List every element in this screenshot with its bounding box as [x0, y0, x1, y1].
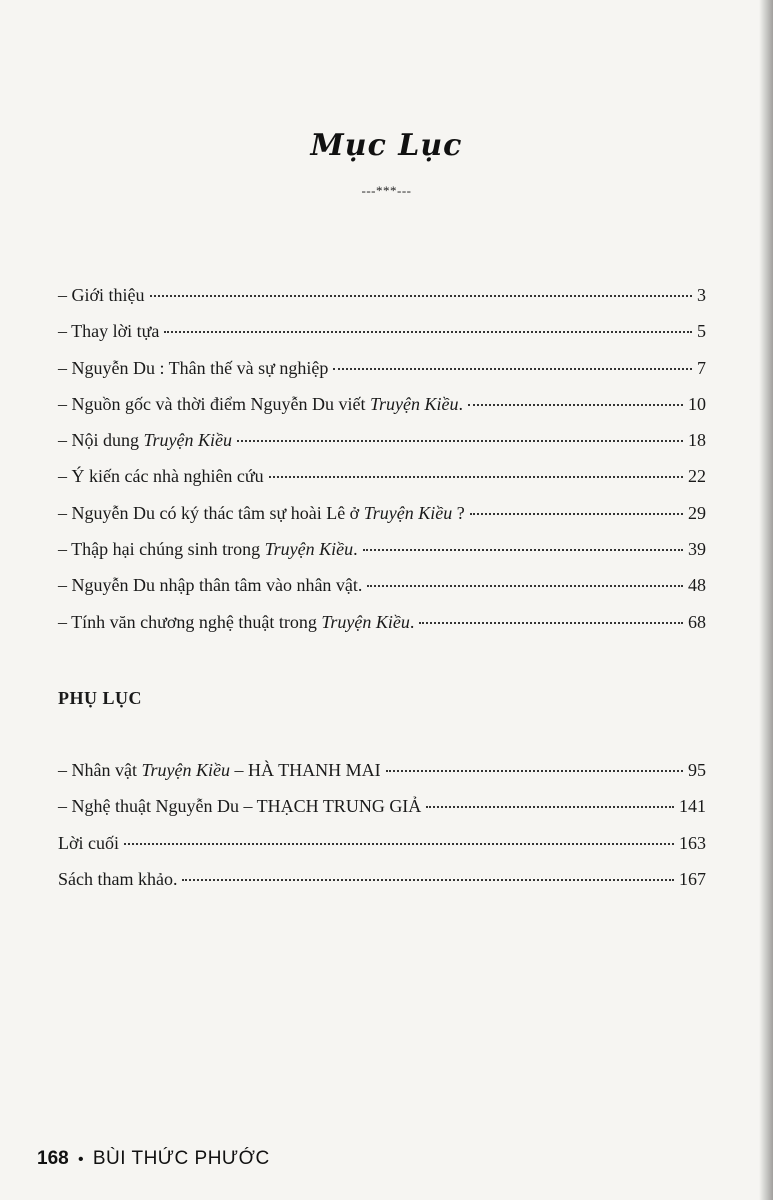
toc-entry[interactable] [58, 430, 706, 466]
toc-entry[interactable] [58, 466, 706, 502]
toc-appendix-list [58, 760, 706, 905]
dot-leader [124, 843, 674, 845]
toc-entry-title: – Nguồn gốc và thời điểm Nguyễn Du viết Truyện Kiều. [58, 393, 463, 414]
toc-entry[interactable] [58, 575, 706, 611]
toc-entry-title: Sách tham khảo. [58, 868, 178, 889]
dot-leader [333, 368, 692, 370]
toc-entry-page: 5 [697, 321, 706, 342]
toc-entry[interactable] [58, 869, 706, 905]
toc-entry[interactable] [58, 833, 706, 869]
dot-leader [426, 806, 674, 808]
dot-leader [363, 549, 683, 551]
dot-leader [367, 585, 683, 587]
toc-entry-page: 10 [688, 393, 706, 414]
appendix-heading: PHỤ LỤC [58, 688, 142, 708]
footer-bullet: • [77, 1151, 84, 1168]
dot-leader [470, 513, 683, 515]
toc-entry-title: Lời cuối [58, 832, 120, 853]
toc-entry-page: 48 [688, 575, 706, 596]
toc-entry-page: 18 [688, 430, 706, 451]
toc-entry-page: 141 [679, 796, 706, 817]
toc-entry[interactable] [58, 612, 706, 648]
dot-leader [237, 440, 683, 442]
dot-leader [269, 476, 683, 478]
toc-entry-title: – Ý kiến các nhà nghiên cứu [58, 466, 264, 487]
dot-leader [182, 879, 674, 881]
dot-leader [386, 770, 683, 772]
toc-entry-title: – Thập hại chúng sinh trong Truyện Kiều. [58, 539, 358, 560]
toc-entry-title: – Tính văn chương nghệ thuật trong Truyện Kiều. [58, 611, 415, 632]
toc-entry-title: – Nguyễn Du nhập thân tâm vào nhân vật. [58, 575, 363, 596]
toc-entry[interactable] [58, 796, 706, 832]
toc-entry-page: 163 [679, 832, 706, 853]
toc-entry-title: – Nhân vật Truyện Kiều – HÀ THANH MAI [58, 760, 381, 780]
toc-entry-page: 3 [697, 285, 706, 305]
dot-leader [150, 295, 692, 297]
toc-entry[interactable] [58, 358, 706, 394]
page-edge-shadow [759, 0, 773, 1200]
toc-entry[interactable] [58, 503, 706, 539]
page-title: Mục Lục [310, 128, 463, 163]
toc-entry-page: 29 [688, 502, 706, 523]
toc-entry-title: – Nguyễn Du : Thân thế và sự nghiệp [58, 357, 329, 378]
toc-entry-page: 7 [697, 357, 706, 378]
toc-entry-title: – Giới thiệu [58, 285, 145, 305]
dot-leader [468, 404, 683, 406]
toc-entry-title: – Nội dung Truyện Kiều [58, 430, 232, 451]
dot-leader [419, 622, 683, 624]
toc-entry[interactable] [58, 321, 706, 357]
toc-entry-page: 22 [688, 466, 706, 487]
toc-entry-page: 68 [688, 611, 706, 632]
toc-entry-page: 95 [688, 760, 706, 780]
dot-leader [164, 331, 692, 333]
toc-entry[interactable] [58, 394, 706, 430]
page-footer [37, 1148, 270, 1170]
toc-entry-title: – Thay lời tựa [58, 321, 160, 342]
page-number: 168 [37, 1148, 69, 1169]
toc-entry-title: – Nghệ thuật Nguyễn Du – THẠCH TRUNG GIẢ [58, 796, 422, 817]
toc-entry-page: 39 [688, 539, 706, 560]
toc-main-list [58, 285, 706, 648]
toc-entry-title: – Nguyễn Du có ký thác tâm sự hoài Lê ở Truyện Kiều ? [58, 502, 465, 523]
toc-entry[interactable] [58, 285, 706, 321]
toc-entry[interactable] [58, 760, 706, 796]
toc-entry-page: 167 [679, 868, 706, 889]
author-name: BÙI THỨC PHƯỚC [92, 1148, 270, 1169]
toc-entry[interactable] [58, 539, 706, 575]
title-divider: ---***--- [361, 183, 412, 198]
